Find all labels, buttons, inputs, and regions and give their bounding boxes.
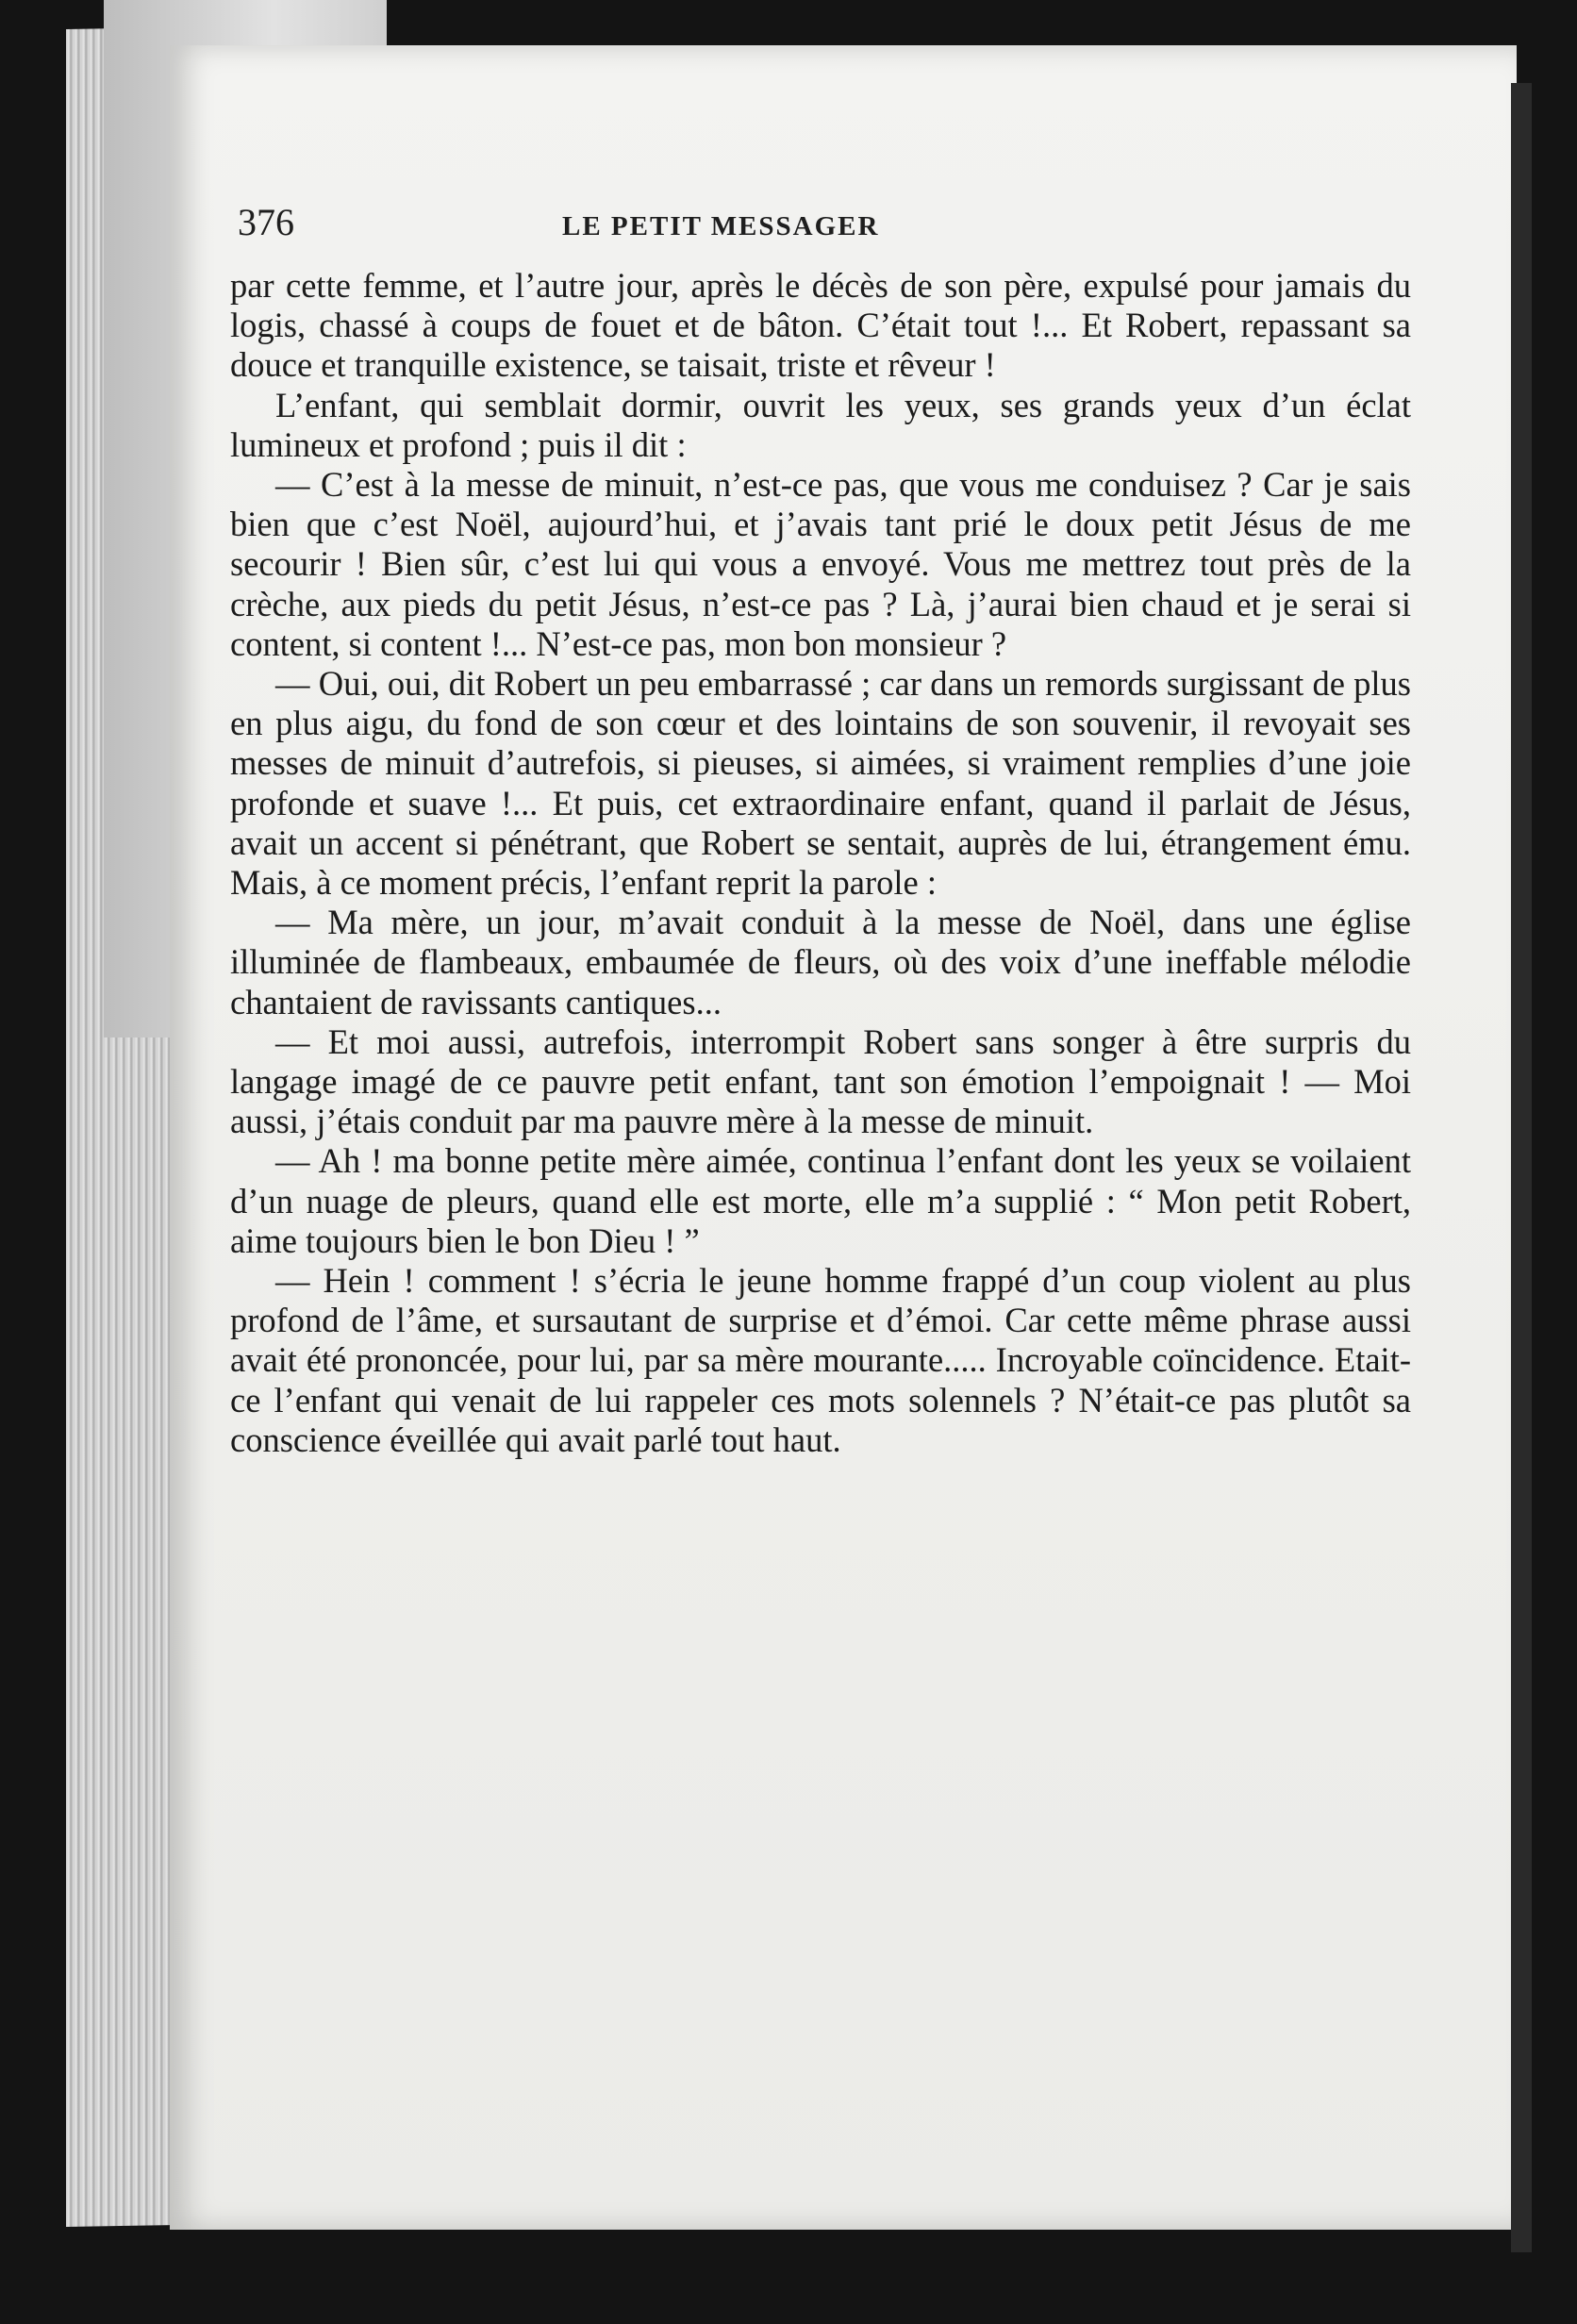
paragraph: L’enfant, qui semblait dormir, ouvrit les yeux, ses grands yeux d’un éclat lumineux et profond ; puis il dit : [230, 385, 1411, 464]
running-title: LE PETIT MESSAGER [562, 211, 880, 241]
paragraph: — Et moi aussi, autrefois, interrompit Robert sans songer à être surpris du langage imagé de ce pauvre petit enfant, tant son émotion l’empoignait ! — Moi aussi, j’étais conduit par ma pauvre mère à la messe de minuit. [230, 1021, 1411, 1141]
paragraph: — Ah ! ma bonne petite mère aimée, continua l’enfant dont les yeux se voilaient d’un nuage de pleurs, quand elle est morte, elle m’a supplié : “ Mon petit Robert, aime toujours bien le bon Dieu ! ” [230, 1141, 1411, 1260]
page-header [238, 200, 1417, 266]
paragraph: — C’est à la messe de minuit, n’est-ce pas, que vous me conduisez ? Car je sais bien que c’est Noël, aujourd’hui, et j’avais tant prié le doux petit Jésus de me secourir ! Bien sûr, c’est lui qui vous a envoyé. Vous me mettrez tout près de la crèche, aux pieds du petit Jésus, n’est-ce pas ? Là, j’aurai bien chaud et je serai si content, si content !... N’est-ce pas, mon bon monsieur ? [230, 465, 1411, 663]
spine-shadow [1511, 83, 1532, 2252]
paragraph: — Hein ! comment ! s’écria le jeune homme frappé d’un coup violent au plus profond de l’âme, et sursautant de surprise et d’émoi. Car cette même phrase aussi avait été prononcée, pour lui, par sa mère mourante..... Incroyable coïncidence. Etait-ce l’enfant qui venait de lui rappeler ces mots solennels ? N’était-ce pas plutôt sa conscience éveillée qui avait parlé tout haut. [230, 1261, 1411, 1459]
body-text [230, 266, 1411, 1460]
paragraph: par cette femme, et l’autre jour, après le décès de son père, expulsé pour jamais du logis, chassé à coups de fouet et de bâton. C’était tout !... Et Robert, repassant sa douce et tranquille existence, se taisait, triste et rêveur ! [230, 266, 1411, 385]
paragraph: — Ma mère, un jour, m’avait conduit à la messe de Noël, dans une église illuminée de flambeaux, embaumée de fleurs, où des voix d’une ineffable mélodie chantaient de ravissants cantiques... [230, 903, 1411, 1021]
paragraph: — Oui, oui, dit Robert un peu embarrassé ; car dans un remords surgissant de plus en plus aigu, du fond de son cœur et des lointains de son souvenir, il revoyait ses messes de minuit d’autrefois, si pieuses, si aimées, si vraiment remplies d’une joie profonde et suave !... Et puis, cet extraordinaire enfant, quand il parlait de Jésus, avait un accent si pénétrant, que Robert se sentait, auprès de lui, étrangement ému. Mais, à ce moment précis, l’enfant reprit la parole : [230, 664, 1411, 903]
page-number: 376 [238, 201, 294, 243]
